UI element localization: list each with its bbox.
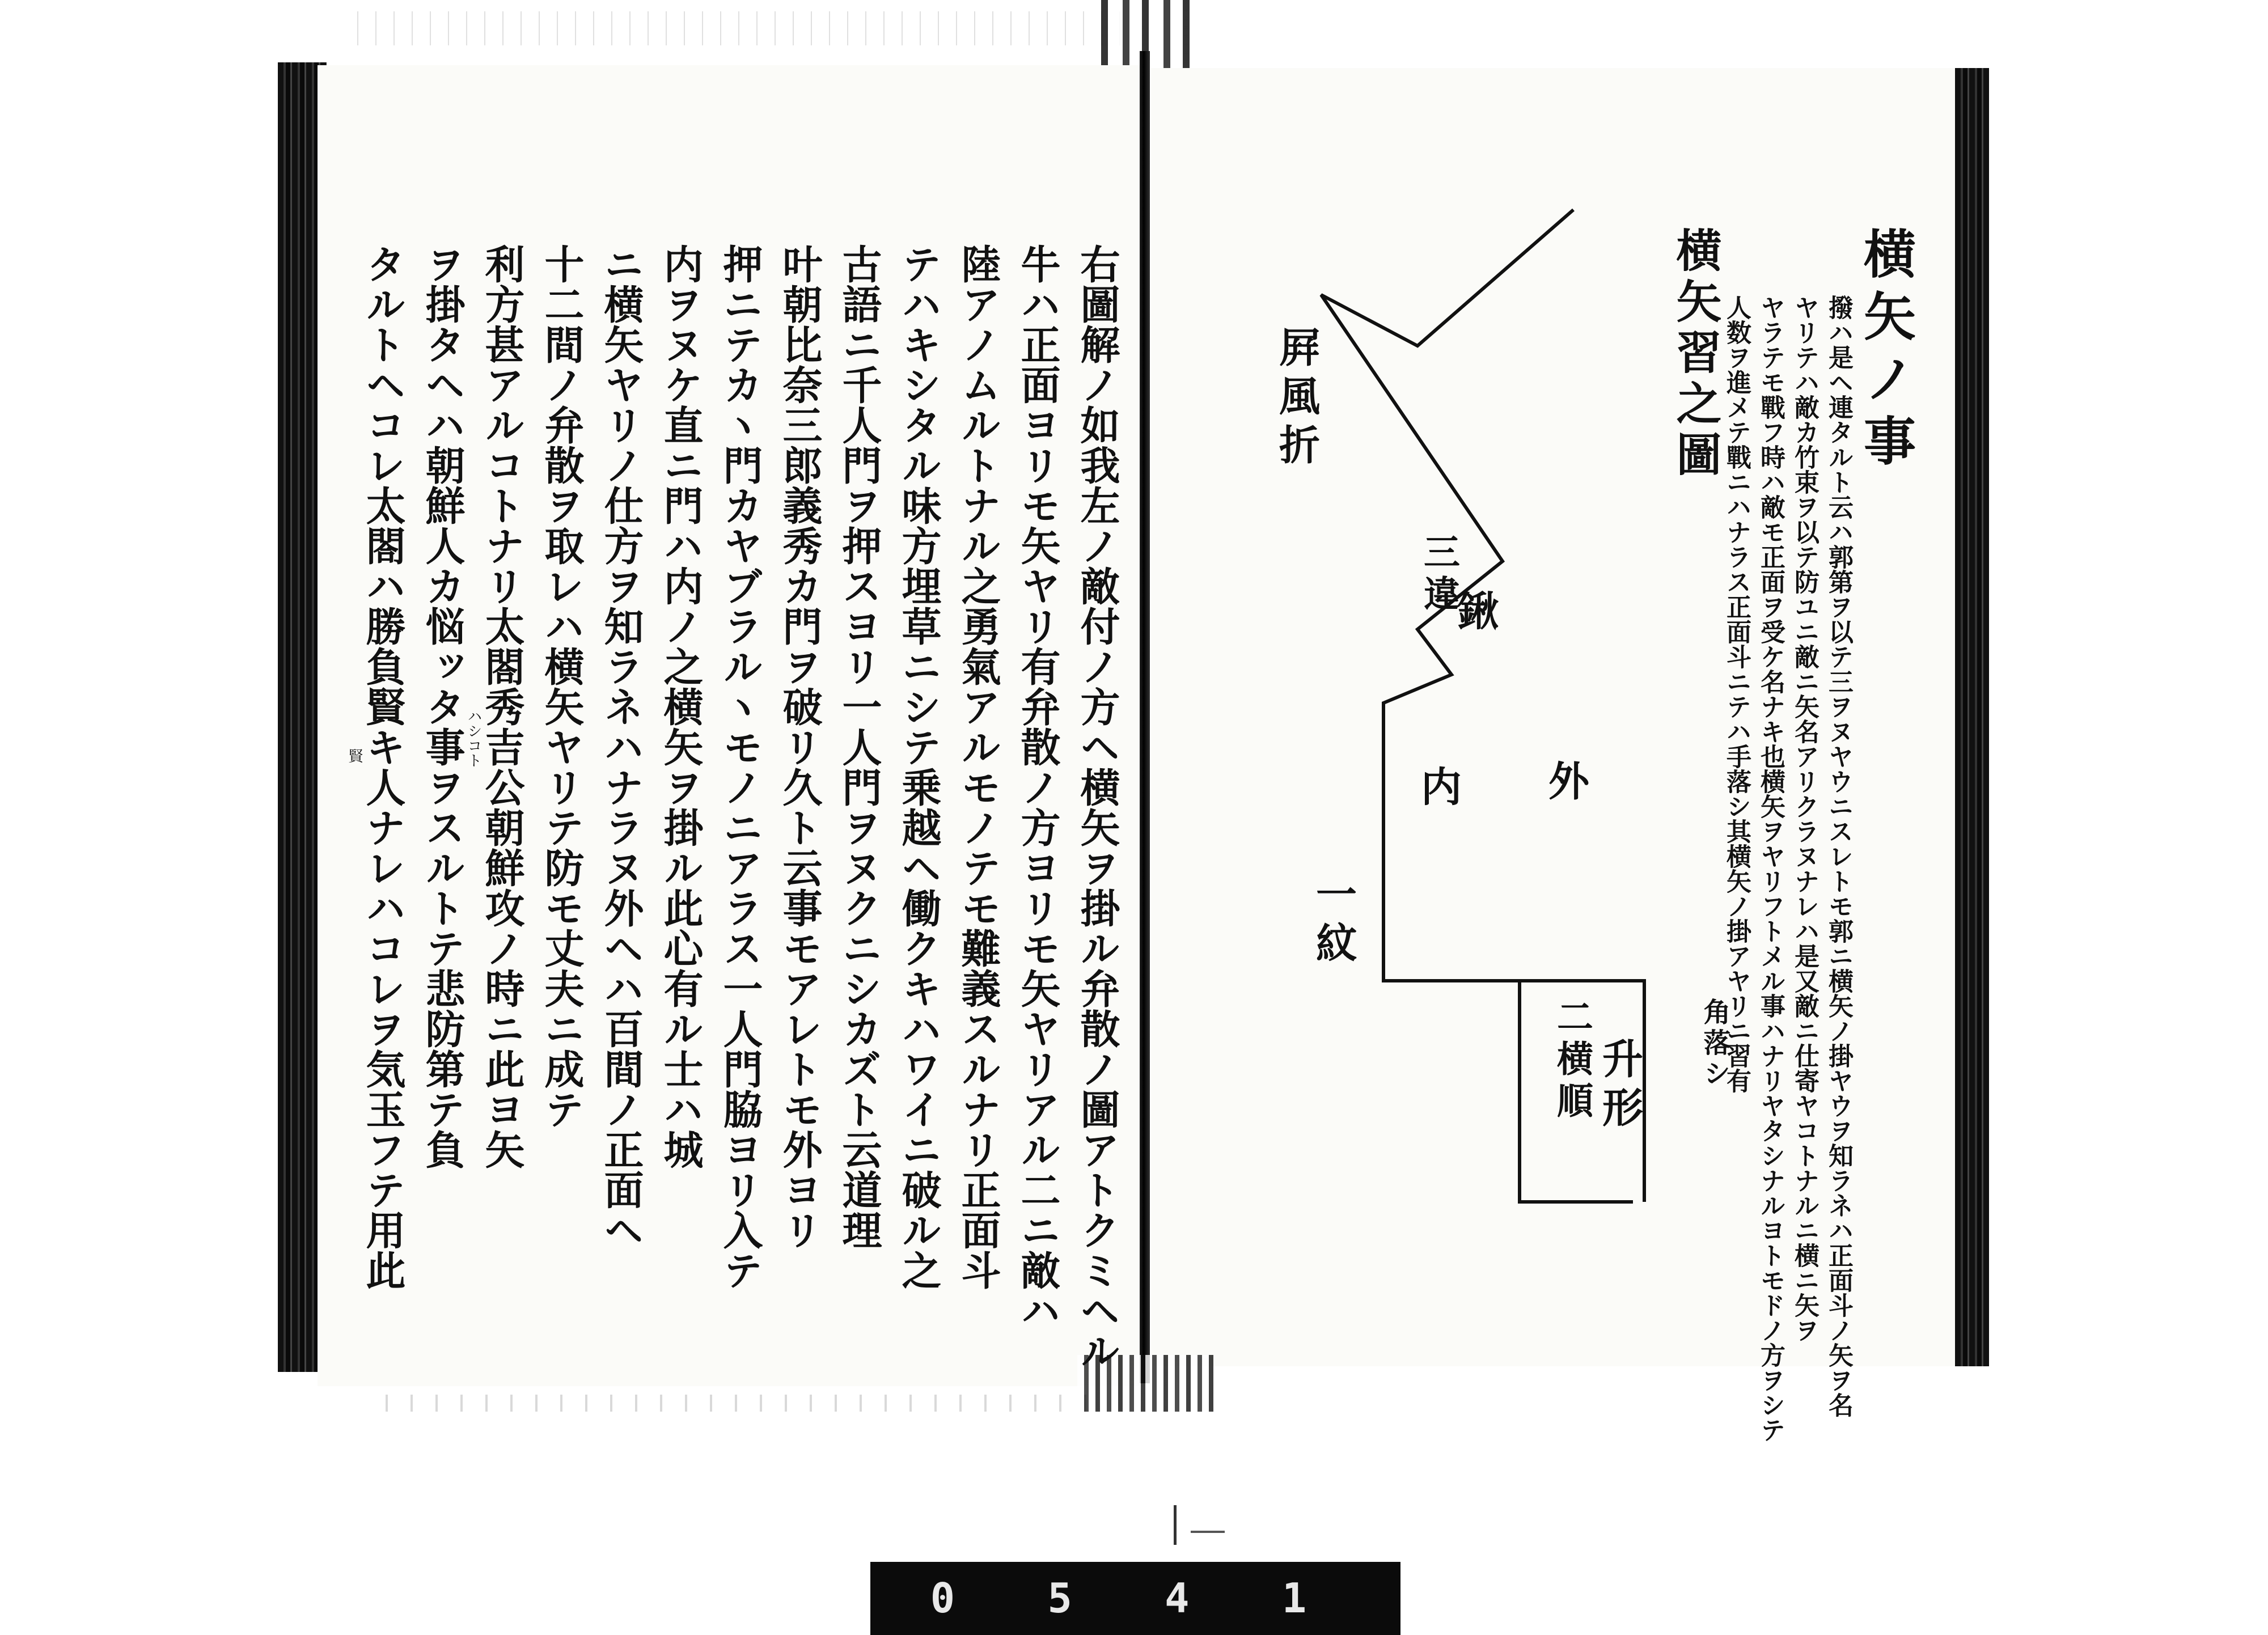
- left-text-column-12: ヲ掛タヘハ朝鮮人カ悩ッタ事ヲスルトテ悲防第テ負: [419, 244, 466, 1170]
- label-triple-shift: 三違: [1417, 533, 1460, 617]
- section-heading: 横矢ノ事: [1855, 227, 1916, 476]
- left-text-column-1: 右圖解ノ如我左ノ敵付ノ方ヘ横矢ヲ掛ル弁散ノ圖アトクミヘル: [1074, 244, 1121, 1371]
- ruby-gloss-1: ハシコト: [465, 709, 482, 768]
- left-text-column-10: 十二間ノ弁散ヲ取レハ横矢ヤリテ防モ丈夫ニ成テ: [538, 244, 585, 1129]
- call-number-text: 0 5 4 1: [930, 1574, 1341, 1622]
- call-number-label: [870, 1562, 1400, 1635]
- left-text-column-5: 古語ニ千人門ヲ押スヨリ一人門ヲヌクニシカズト云道理: [836, 244, 883, 1250]
- left-text-column-9: ニ横矢ヤリノ仕方ヲ知ラネハナラヌ外ヘハ百間ノ正面ヘ: [598, 244, 645, 1250]
- right-text-column-1: 撥ハ是ヘ連タルト云ハ郭第ヲ以テ三ヲヌヤウニスレトモ郭ニ横矢ノ掛ヤウヲ知ラネハ正面斗ノ矢ヲ名: [1824, 295, 1853, 1417]
- corner-note: 角落シ: [1699, 998, 1730, 1090]
- left-text-column-4: テハキシタル味方埋草ニシテ乗越ヘ働クキハワイニ破ル之: [895, 244, 942, 1290]
- ruby-gloss-2: 賢: [346, 748, 363, 763]
- right-text-column-2: ヤリテハ敵カ竹束ヲ以テ防ユニ敵ニ矢名アリクラヌナレハ是又敵ニ仕寄ヤコトナルニ横ニ矢ヲ: [1790, 295, 1819, 1342]
- label-straight: 一紋: [1309, 873, 1357, 971]
- left-text-column-8: 内ヲヌケ直ニ門ハ内ノ之横矢ヲ掛ル此心有ル士ハ城: [657, 244, 704, 1170]
- yokoya-diagram: [1236, 193, 1678, 1225]
- left-text-column-7: 押ニテカヽ門カヤブラルヽモノニアラス一人門脇ヨリ入テ: [717, 244, 764, 1290]
- scan-noise-top: [340, 11, 1134, 45]
- right-text-column-4: 人数ヲ進メテ戰ニハナラス正面斗ニテハ手落シ其横矢ノ掛アヤリニ習有: [1722, 295, 1751, 1093]
- book-gutter: [1140, 51, 1150, 1383]
- ruler-tick: [1174, 1505, 1177, 1545]
- label-double-cross: 二横順: [1551, 998, 1593, 1124]
- label-square-shape: 升形: [1596, 1037, 1644, 1135]
- left-text-column-6: 叶朝比奈三郎義秀カ門ヲ破リ久ト云事モアレトモ外ヨリ: [776, 244, 823, 1250]
- ruler-tick-horizontal: [1191, 1531, 1225, 1533]
- left-text-column-13: タルトヘコレ太閤ハ勝負賢キ人ナレハコレヲ気玉フテ用此: [359, 244, 407, 1290]
- left-text-column-11: 利方甚アルコトナリ太閤秀吉公朝鮮攻ノ時ニ此ヨ矢: [479, 244, 526, 1170]
- label-inner: 内: [1414, 765, 1462, 814]
- label-crossing: 鍬: [1451, 590, 1499, 638]
- left-text-column-3: 陸アノムルトナル之勇氣アルモノテモ難義スルナリ正面斗: [955, 244, 1002, 1290]
- scan-noise-bottom: [363, 1395, 1100, 1412]
- label-folding-screen: 屛風折: [1272, 326, 1321, 472]
- right-text-column-3: ヤラテモ戰フ時ハ敵モ正面ヲ受ケ名ナキ也横矢ヲヤリフトメル事ハナリヤタシナルヨトモドノ方ヲシテ: [1756, 295, 1785, 1442]
- right-book-edge: [1955, 68, 1989, 1366]
- label-outer: 外: [1542, 760, 1590, 808]
- diagram-title: 横矢習之圖: [1669, 227, 1722, 482]
- left-text-column-2: 牛ハ正面ヨリモ矢ヤリ有弁散ノ方ヨリモ矢ヤリアル二ニ敵ハ: [1014, 244, 1061, 1331]
